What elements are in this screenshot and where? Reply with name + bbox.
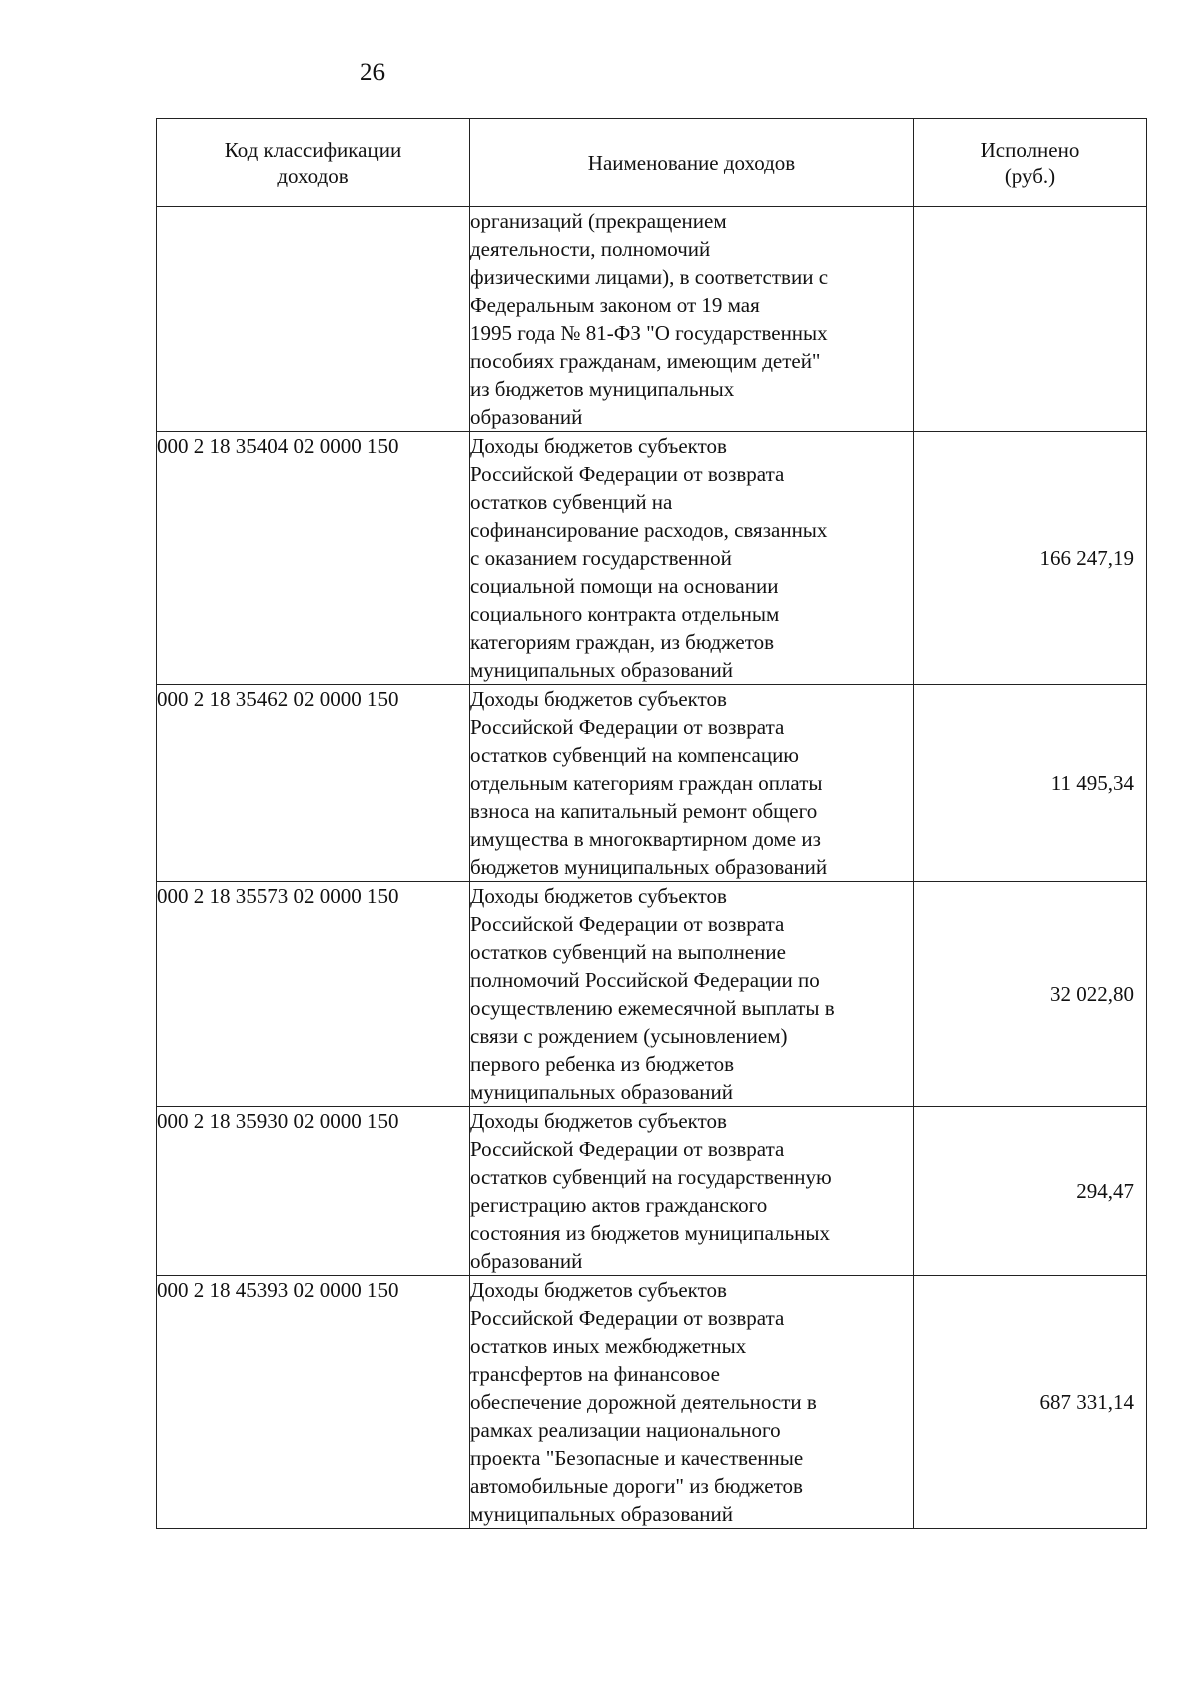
- row-name-line: из бюджетов муниципальных: [470, 377, 735, 401]
- row-name-line: Доходы бюджетов субъектов: [470, 1278, 727, 1302]
- row-name-line: остатков иных межбюджетных: [470, 1334, 747, 1358]
- row-name-line: Российской Федерации от возврата: [470, 715, 785, 739]
- table-header-row: [157, 119, 1147, 207]
- row-name-line: софинансирование расходов, связанных: [470, 518, 828, 542]
- row-name-line: Российской Федерации от возврата: [470, 1137, 785, 1161]
- page-number-text: 26: [360, 59, 385, 86]
- row-name-line: состояния из бюджетов муниципальных: [470, 1221, 830, 1245]
- row-name-line: рамках реализации национального: [470, 1418, 781, 1442]
- header-name-label: Наименование доходов: [587, 150, 796, 175]
- row-name-line: обеспечение дорожной деятельности в: [470, 1390, 817, 1414]
- row-name-line: 1995 года № 81-ФЗ "О государственных: [470, 321, 828, 345]
- row-name-line: организаций (прекращением: [470, 209, 727, 233]
- row-amount: 294,47: [914, 1107, 1147, 1276]
- row-name-line: категориям граждан, из бюджетов: [470, 630, 775, 654]
- row-name-line: взноса на капитальный ремонт общего: [470, 799, 818, 823]
- row-name: [470, 1276, 914, 1529]
- row-name-line: социальной помощи на основании: [470, 574, 779, 598]
- header-name: [470, 119, 914, 207]
- row-name-line: остатков субвенций на: [470, 490, 673, 514]
- row-name-line: остатков субвенций на выполнение: [470, 940, 786, 964]
- row-name: [470, 432, 914, 685]
- table-row: [157, 882, 1147, 1107]
- row-name-line: образований: [470, 1249, 583, 1273]
- page-number: [0, 58, 1200, 88]
- row-code: 000 2 18 45393 02 0000 150: [157, 1276, 470, 1529]
- table-row: [157, 1276, 1147, 1529]
- row-name-line: проекта "Безопасные и качественные: [470, 1446, 804, 1470]
- row-name-line: муниципальных образований: [470, 1502, 733, 1526]
- row-code: 000 2 18 35462 02 0000 150: [157, 685, 470, 882]
- row-name-line: Доходы бюджетов субъектов: [470, 434, 727, 458]
- row-name-line: полномочий Российской Федерации по: [470, 968, 820, 992]
- header-amount: [914, 119, 1147, 207]
- row-name: [470, 685, 914, 882]
- table-row: [157, 685, 1147, 882]
- row-name-line: регистрацию актов гражданского: [470, 1193, 768, 1217]
- row-name-line: Российской Федерации от возврата: [470, 1306, 785, 1330]
- header-code-label: Код классификации доходов: [224, 137, 402, 188]
- row-amount: 11 495,34: [914, 685, 1147, 882]
- row-name-line: муниципальных образований: [470, 1080, 733, 1104]
- row-name-line: физическими лицами), в соответствии с: [470, 265, 829, 289]
- row-code: [157, 207, 470, 432]
- row-name-line: муниципальных образований: [470, 658, 733, 682]
- table-row: [157, 207, 1147, 432]
- row-name-line: деятельности, полномочий: [470, 237, 711, 261]
- row-name-line: первого ребенка из бюджетов: [470, 1052, 735, 1076]
- row-name-line: трансфертов на финансовое: [470, 1362, 720, 1386]
- row-name-line: Доходы бюджетов субъектов: [470, 687, 727, 711]
- row-code: 000 2 18 35930 02 0000 150: [157, 1107, 470, 1276]
- row-name-line: осуществлению ежемесячной выплаты в: [470, 996, 835, 1020]
- row-name-line: отдельным категориям граждан оплаты: [470, 771, 823, 795]
- row-name-line: с оказанием государственной: [470, 546, 732, 570]
- row-name-line: пособиях гражданам, имеющим детей": [470, 349, 821, 373]
- table-body: [157, 207, 1147, 1529]
- row-name: [470, 882, 914, 1107]
- row-name-line: Российской Федерации от возврата: [470, 912, 785, 936]
- header-amount-label: Исполнено (руб.): [980, 137, 1080, 188]
- row-name-line: Федеральным законом от 19 мая: [470, 293, 760, 317]
- row-amount: 32 022,80: [914, 882, 1147, 1107]
- row-name-line: Российской Федерации от возврата: [470, 462, 785, 486]
- row-name-line: имущества в многоквартирном доме из: [470, 827, 821, 851]
- row-name: [470, 207, 914, 432]
- row-name: [470, 1107, 914, 1276]
- row-code: 000 2 18 35573 02 0000 150: [157, 882, 470, 1107]
- row-amount: [914, 207, 1147, 432]
- row-name-line: автомобильные дороги" из бюджетов: [470, 1474, 803, 1498]
- row-name-line: связи с рождением (усыновлением): [470, 1024, 788, 1048]
- row-name-line: Доходы бюджетов субъектов: [470, 1109, 727, 1133]
- revenue-table: [156, 118, 1147, 1529]
- row-name-line: остатков субвенций на компенсацию: [470, 743, 799, 767]
- header-code: [157, 119, 470, 207]
- table-row: [157, 1107, 1147, 1276]
- row-name-line: социального контракта отдельным: [470, 602, 780, 626]
- row-name-line: остатков субвенций на государственную: [470, 1165, 832, 1189]
- row-amount: 166 247,19: [914, 432, 1147, 685]
- row-amount: 687 331,14: [914, 1276, 1147, 1529]
- row-code: 000 2 18 35404 02 0000 150: [157, 432, 470, 685]
- row-name-line: Доходы бюджетов субъектов: [470, 884, 727, 908]
- row-name-line: образований: [470, 405, 583, 429]
- table-row: [157, 432, 1147, 685]
- row-name-line: бюджетов муниципальных образований: [470, 855, 828, 879]
